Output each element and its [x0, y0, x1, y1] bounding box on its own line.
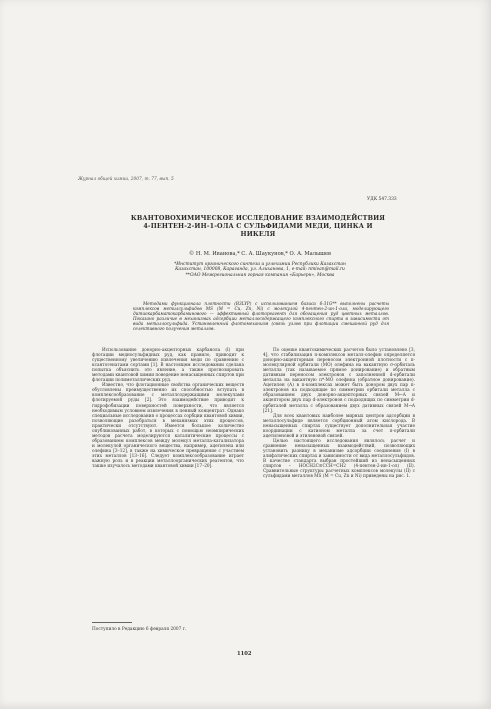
udc-code: УДК 547.333 — [367, 197, 397, 202]
journal-line: Журнал общей химии, 2007, т. 77, вып. 5 — [78, 177, 174, 182]
footnote-divider — [92, 622, 132, 623]
affiliation-line: Казахстан, 100008, Караганда, ул. Алиханова, 1, e-mail: nmivan@mail.ru — [175, 267, 345, 273]
body-paragraph: Известно, что флотационные свойства органических веществ обусловлены преимущественно их способностью вступать в комплексообразование с металлсодержащими молекулами флотируемой руды [2]. Это взаимодействие приводит к гидрофобизации поверхностей поверхности, что является необходимым условием извлечения в пенный концентрат. Однако специальные исследования о процессах сорбции квантовой химии, позволяющие разобраться в механизмах этих процессов, практически отсутствуют. Имеется большое количество опубликованных работ, в которых с помощью неэмпирических методов расчета моделируются каталитические процессы с образованием комплексов между молекул металла-катализатора и молекулой органического вещества, например, ацетилена или олефина [3–12], в также на химическое превращение с участием этих металлов [13–16]. Следует комплексообразование играет важную роль и в реакции металлоорганических реагентов, что также изучалось методами квантовой химии [17–20]. — [92, 383, 244, 470]
journal-header — [78, 177, 328, 182]
article-title: КВАНТОВОХИМИЧЕСКОЕ ИССЛЕДОВАНИЕ ВЗАИМОДЕЙСТВИЯ 4-ПЕНТЕН-2-ИН-1-ОЛА С СУЛЬФИДАМИ МЕДИ, ЦИНКА И НИКЕЛЯ — [130, 214, 386, 238]
article-abstract: Методами функционала плотности (B3LYP) с использованием базиса 6-31G** выполнены расчеты комплексов метилсульфидов MS (M = Cu, Zn, Ni) с молекулой 4-пентен-2-ин-1-ола, моделирующего дитиокарбаматокарбаминового — эффективный флотореагент для обогащения руд цветных металлов. Показано различие в механизмах адсорбции металлосодержащего комплексного спирта в зависимости от вида металлосульфида. Установленный флотомеханизм (связь узлов при флотации смешанной руд для селективного получения металлов. — [133, 301, 389, 332]
body-column-right — [263, 348, 415, 479]
author-affiliations — [142, 262, 378, 278]
body-paragraph: Использование донорно-акцепторных карбанола (I) при флотации медносульфидных руд, как правило, приводит к существенному увеличению извлечения меди по сравнению с ксантогенатами сортами [1]. В настоящем исследовании сделана попытка объяснить это явление, а также прогнозировать методами квантовой химии поведение ненасыщенных спиртов при флотации полиметаллических руд. — [92, 348, 244, 384]
affiliation-line: **ОАО Межрегиональная горная компания «Барьерн», Москва — [185, 272, 335, 278]
body-paragraph: Для всех квантовых наиболее мирных центров адсорбции в металлосульфиде является сорбционный атом кислорода. В ненасыщенных спиртах существует дополнительная участие координации с катионом металла за счет π-орбитали ацетиленовой и этиленовой связей. — [263, 413, 415, 439]
body-column-left — [92, 348, 244, 469]
received-date: Поступило в Редакцию 6 февраля 2007 г. — [92, 627, 187, 632]
body-paragraph: Целью настоящего исследования являлось расчет и сравнение ненасыщенных взаимодействий, позволяющих установить разницу в механизме адсорбции соединения (I) в алифатических спиртах и зависимости от вида металлосульфидов. В качестве стандарта выбран простейший из ненасыщенных спиртов – HOCH2C≡CCH=CH2 (4-пентен-2-ин-1-ол) (II). Сравнительные структуры расчетных комплексов молекулы (II) с сульфидами металлов MS (M = Cu, Zn и Ni) приведены на рис. 1. — [263, 438, 415, 480]
article-authors: © Н. М. Иванова,* С. А. Шаукунов,* О. А. Малышев — [189, 251, 331, 257]
body-paragraph: По оценке квантохимических расчетов было установлено [3, 4], что стабилизация π-комплексов металл-олефин определяется донорно-акцепторным переносом электронной плотности с π-молекулярной орбитали (МО) олефина на вакантную σ-орбиталь металла (так называемое прямое донирование) и обратным дативным переносом электронов с заполненной d-орбитали металла на вакантную π*-МО олефина (обратное донирование). Ацетилен (А) в π-комплексах может быть донором двух пар π-электронов на подходящие по симметрии орбитали металла с образованием двух донорно-акцепторных связей M←A и акцептором двух пар d-электронов с подходящих по симметрии d-орбиталей металла с образованием двух дативных связей M→A [21]. — [263, 348, 415, 414]
affiliation-line: *Институт органического синтеза и углехимии Республики Казахстан — [174, 262, 346, 267]
page-number: 1102 — [237, 651, 252, 657]
